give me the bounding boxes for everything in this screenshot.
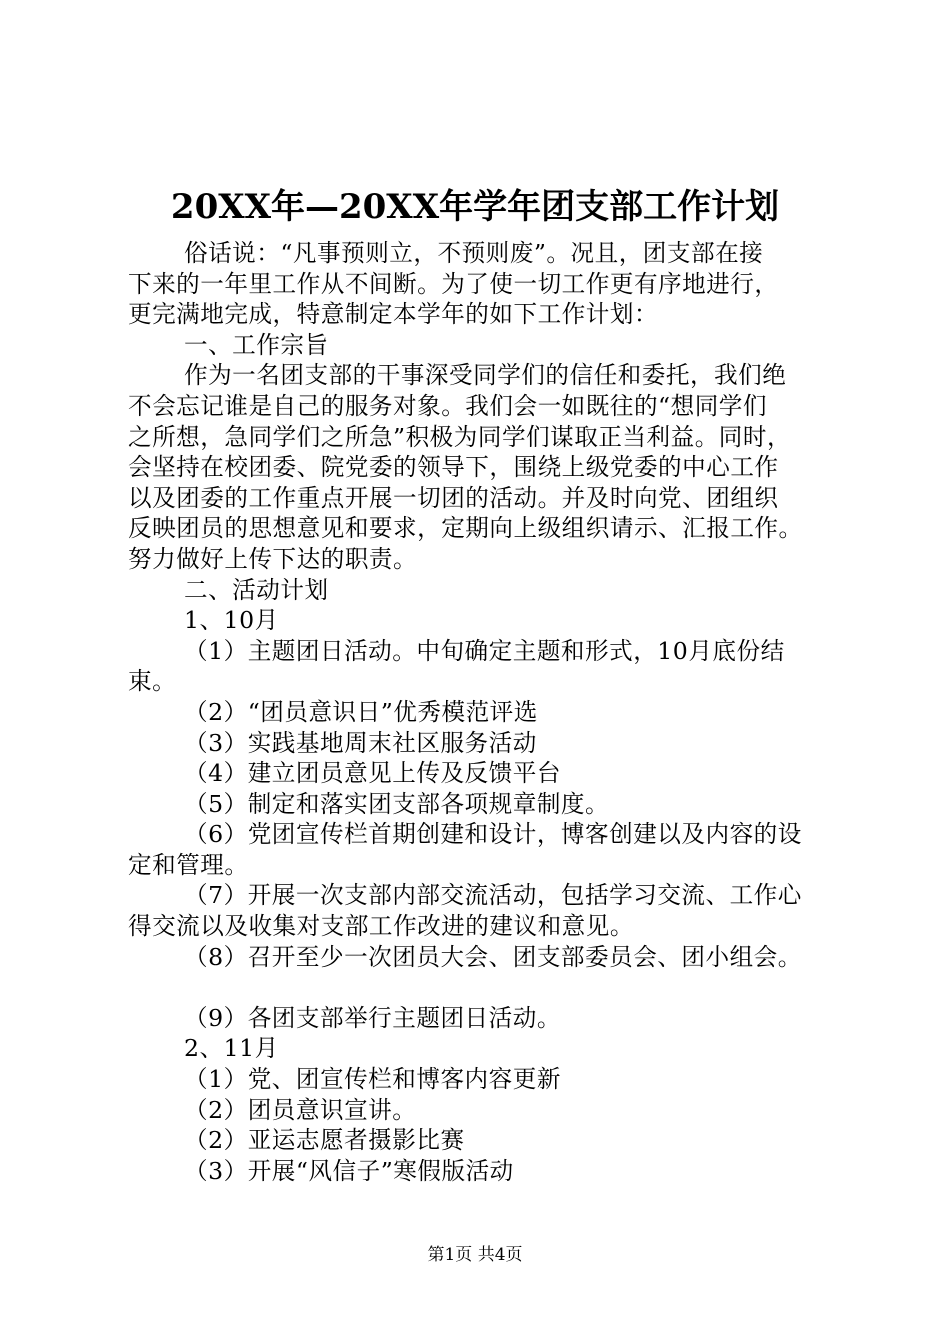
paragraph-line: 下来的一年里工作从不间断。为了使一切工作更有序地进行， (128, 269, 779, 298)
document-body (128, 238, 834, 1186)
list-item: （6）党团宣传栏首期创建和设计，博客创建以及内容的设 (184, 820, 802, 849)
list-item: （9）各团支部举行主题团日活动。 (184, 1003, 561, 1032)
blank-line (128, 972, 834, 1003)
month-heading: 2、11月 (184, 1034, 279, 1063)
section-heading: 一、工作宗旨 (184, 330, 329, 359)
paragraph-line: 之所想，急同学们之所急”积极为同学们谋取正当利益。同时， (128, 422, 792, 451)
list-item: （2）团员意识宣讲。 (184, 1095, 417, 1124)
list-item: （2）“团员意识日”优秀模范评选 (184, 697, 538, 726)
list-item: （7）开展一次支部内部交流活动，包括学习交流、工作心 (184, 881, 802, 910)
list-item: （3）开展“风信子”寒假版活动 (184, 1156, 514, 1185)
document-title: 20XX年—20XX年学年团支部工作计划 (170, 187, 780, 227)
paragraph-line: 作为一名团支部的干事深受同学们的信任和委托，我们绝 (184, 361, 787, 390)
list-item: （5）制定和落实团支部各项规章制度。 (184, 789, 610, 818)
list-item: （1）主题团日活动。中旬确定主题和形式，10月底份结 (184, 636, 785, 665)
list-item-continuation: 束。 (128, 667, 177, 696)
list-item-continuation: 定和管理。 (128, 850, 249, 879)
paragraph-line: 俗话说：“凡事预则立，不预则废”。况且，团支部在接 (184, 239, 764, 267)
list-item-continuation: 得交流以及收集对支部工作改进的建议和意见。 (128, 912, 634, 941)
paragraph-line: 以及团委的工作重点开展一切团的活动。并及时向党、团组织 (128, 483, 779, 512)
list-item: （8）召开至少一次团员大会、团支部委员会、团小组会。 (184, 942, 802, 971)
paragraph-line: 反映团员的思想意见和要求，定期向上级组织请示、汇报工作。 (128, 514, 803, 543)
page-number-footer: 第1页 共4页 (427, 1245, 523, 1265)
list-item: （2）亚运志愿者摄影比赛 (184, 1126, 465, 1155)
paragraph-line: 会坚持在校团委、院党委的领导下，围绕上级党委的中心工作 (128, 453, 779, 482)
list-item: （1）党、团宣传栏和博客内容更新 (184, 1065, 561, 1094)
section-heading: 二、活动计划 (184, 575, 329, 604)
paragraph-line: 更完满地完成，特意制定本学年的如下工作计划： (128, 300, 659, 329)
paragraph-line: 努力做好上传下达的职责。 (128, 544, 418, 573)
month-heading: 1、10月 (184, 606, 279, 635)
list-item: （3）实践基地周末社区服务活动 (184, 728, 537, 757)
paragraph-line: 不会忘记谁是自己的服务对象。我们会一如既往的“想同学们 (128, 391, 767, 420)
list-item: （4）建立团员意见上传及反馈平台 (184, 759, 561, 788)
